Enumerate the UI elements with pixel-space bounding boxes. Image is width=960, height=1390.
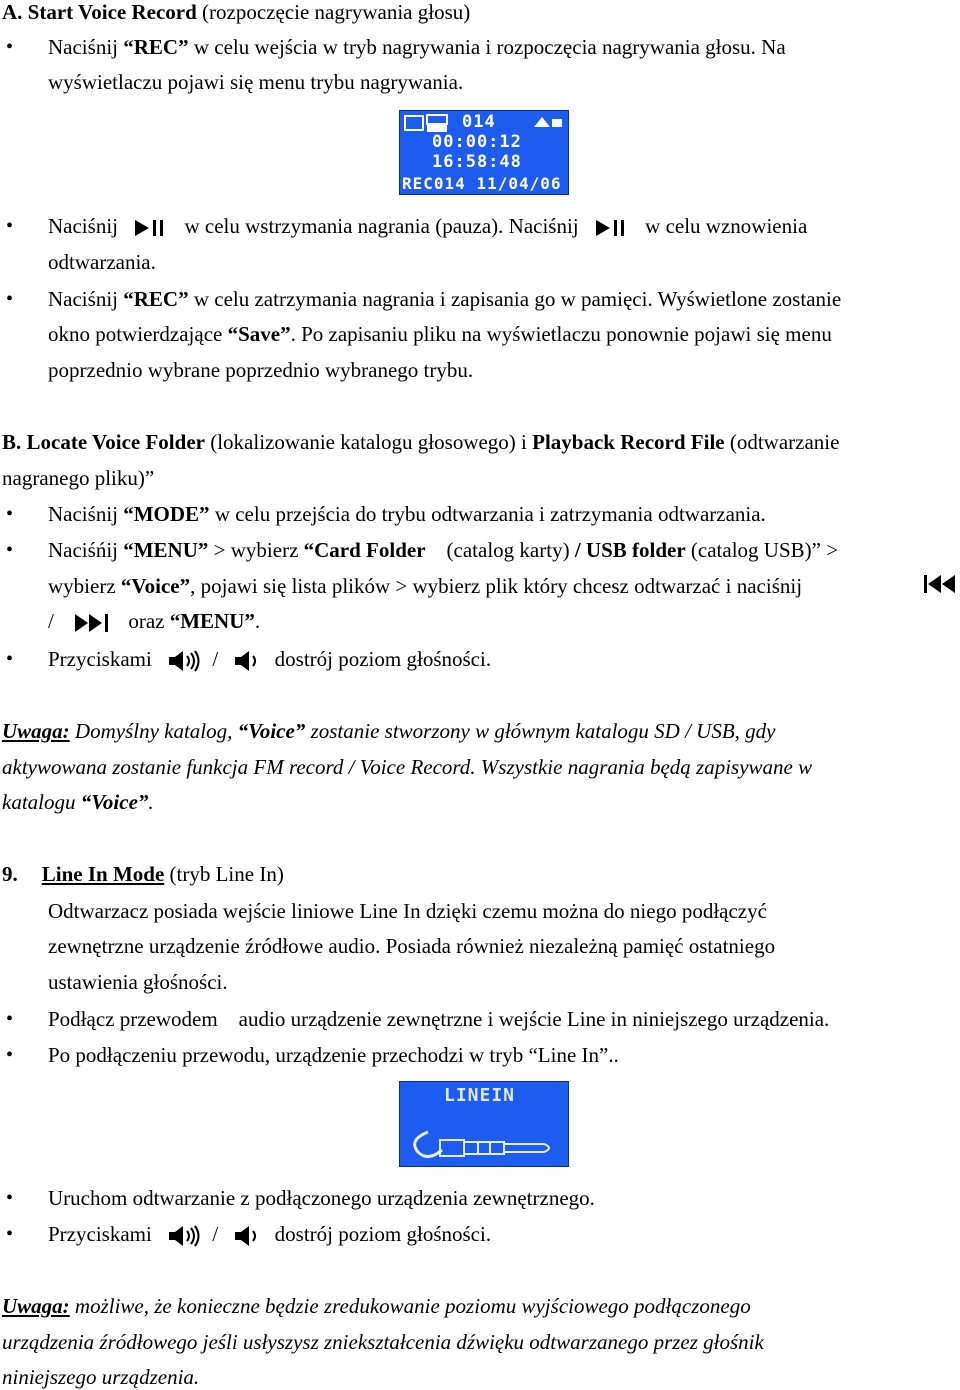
volume-down-icon — [233, 1224, 261, 1248]
s9-bullet3: Uruchom odtwarzanie z podłączonego urządzenia zewnętrznego. — [48, 1186, 595, 1210]
previous-track-icon — [922, 572, 958, 596]
bullet: • — [6, 1187, 14, 1209]
note2-line2: urządzenia źródłowego jeśli usłyszysz zniekształcenia dźwięku odtwarzanego przez głośnik — [2, 1330, 764, 1354]
volume-up-icon — [167, 1224, 201, 1248]
section-9-heading: 9. Line In Mode (tryb Line In) — [2, 862, 284, 886]
s9-bullet1: Podłącz przewodem audio urządzenie zewnętrzne i wejście Line in niniejszego urządzenia. — [48, 1007, 830, 1031]
note1-line3: katalogu “Voice”. — [2, 790, 154, 814]
s9-paragraph-line2: zewnętrzne urządzenie źródłowe audio. Posiada również niezależną pamięć ostatniego — [48, 934, 776, 958]
a-bullet1-line2: wyświetlaczu pojawi się menu trybu nagrywania. — [48, 70, 464, 94]
a-bullet3-line1: Naciśnij “REC” w celu zatrzymania nagrania i zapisania go w pamięci. Wyświetlone zostanie — [48, 287, 842, 311]
note1-line1: Uwaga: Domyślny katalog, “Voice” zostanie stworzony w głównym katalogu SD / USB, gdy — [2, 719, 776, 743]
a-bullet2-line1: Naciśnij w celu wstrzymania nagrania (pauza). Naciśnij w celu wznowienia — [48, 214, 808, 238]
a-bullet2-line2: odtwarzania. — [48, 250, 156, 274]
bullet: • — [6, 1223, 14, 1245]
note1-line2: aktywowana zostanie funkcja FM record / Voice Record. Wszystkie nagrania będą zapisywane w — [2, 755, 813, 779]
lcd-battery-icon — [532, 115, 564, 131]
a-bullet3-line2: okno potwierdzające “Save”. Po zapisaniu pliku na wyświetlaczu ponownie pojawi się menu — [48, 322, 832, 346]
bullet: • — [6, 539, 14, 561]
bullet: • — [6, 36, 14, 58]
s9-bullet2: Po podłączeniu przewodu, urządzenie przechodzi w tryb “Line In”.. — [48, 1043, 619, 1067]
note2-line3: niniejszego urządzenia. — [2, 1365, 200, 1389]
lcd-file-name: REC014 11/04/06 — [402, 174, 562, 193]
lcd-status-icons — [403, 114, 449, 134]
audio-jack-icon — [404, 1104, 564, 1164]
a-bullet3-line3: poprzednio wybrane poprzednio wybranego trybu. — [48, 358, 474, 382]
b-bullet2-line3: / oraz “MENU”. — [48, 608, 260, 635]
b-bullet1: Naciśnij “MODE” w celu przejścia do trybu odtwarzania i zatrzymania odtwarzania. — [48, 502, 766, 526]
next-track-icon — [73, 611, 115, 635]
lcd-linein-label: LINEIN — [444, 1085, 516, 1106]
section-a-heading: A. Start Voice Record (rozpoczęcie nagrywania głosu) — [2, 0, 471, 24]
linein-lcd-screen — [399, 1081, 569, 1167]
bullet: • — [6, 503, 14, 525]
volume-down-icon — [233, 649, 261, 673]
lcd-track-number: 014 — [462, 112, 496, 132]
section-b-heading-line2: nagranego pliku)” — [2, 466, 155, 490]
lcd-clock: 16:58:48 — [432, 152, 522, 172]
b-bullet2-line1: Naciśńij “MENU” > wybierz “Card Folder (catalog karty) / USB folder (catalog USB)” > — [48, 538, 839, 562]
s9-paragraph-line1: Odtwarzacz posiada wejście liniowe Line In dzięki czemu można do niego podłączyć — [48, 899, 767, 923]
play-pause-icon — [133, 217, 173, 239]
record-lcd-screen — [399, 110, 569, 195]
s9-paragraph-line3: ustawienia głośności. — [48, 970, 228, 994]
bullet: • — [6, 288, 14, 310]
bullet: • — [6, 1044, 14, 1066]
a-bullet1-line1: Naciśnij “REC” w celu wejścia w tryb nagrywania i rozpoczęcia nagrywania głosu. Na — [48, 35, 786, 59]
b-bullet2-line2: wybierz “Voice”, pojawi się lista plików > wybierz plik który chcesz odtwarzać i naciśnij — [48, 574, 803, 598]
s9-bullet4: Przyciskami / dostrój poziom głośności. — [48, 1221, 491, 1248]
b-bullet3: Przyciskami / dostrój poziom głośności. — [48, 646, 491, 673]
play-pause-icon — [594, 217, 634, 239]
note2-line1: Uwaga: możliwe, że konieczne będzie zredukowanie poziomu wyjściowego podłączonego — [2, 1294, 751, 1318]
bullet: • — [6, 648, 14, 670]
section-b-heading-line1: B. Locate Voice Folder (lokalizowanie katalogu głosowego) i Playback Record File (odtwarzanie — [2, 430, 840, 454]
volume-up-icon — [167, 649, 201, 673]
lcd-elapsed-time: 00:00:12 — [432, 132, 522, 152]
bullet: • — [6, 1008, 14, 1030]
bullet: • — [6, 215, 14, 237]
